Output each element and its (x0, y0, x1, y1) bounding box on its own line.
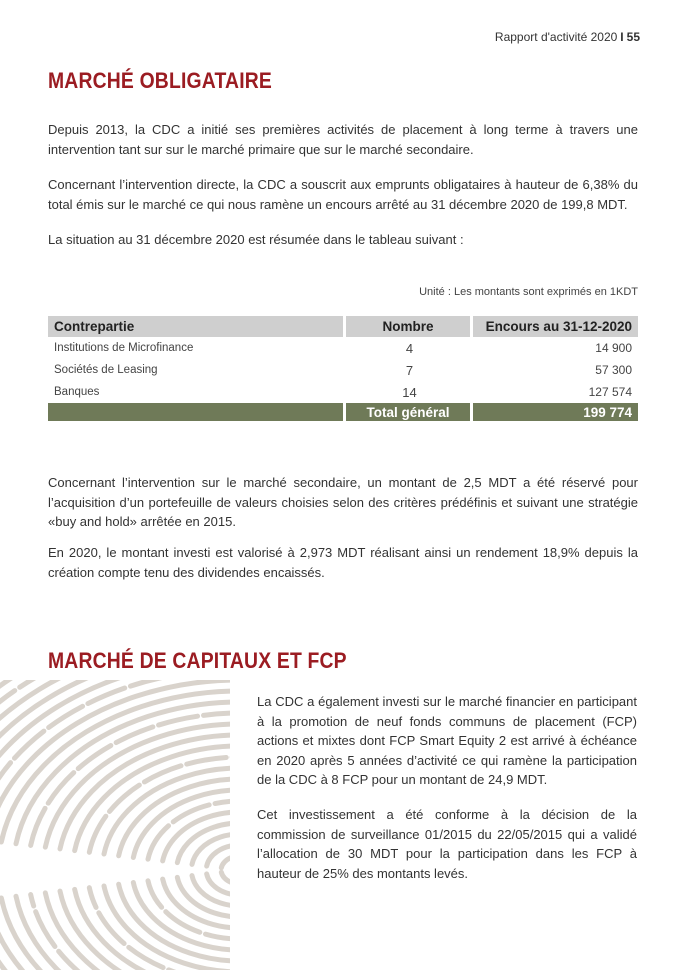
table-row (48, 337, 638, 359)
col-header-count: Nombre (346, 316, 473, 337)
paragraph-direct-intervention: Concernant l’intervention directe, la CDC a souscrit aux emprunts obligataires à hauteur de 6,38% du total émis sur le marché ce qui nous ramène un encours arrêté au 31 décembre 2020 de 199,8 MDT. (48, 177, 638, 212)
cell-counterparty: Banques (54, 386, 100, 398)
fingerprint-ridge (221, 856, 230, 884)
report-title: Rapport d'activité 2020 (494, 30, 618, 44)
section-title-capital-markets: MARCHÉ DE CAPITAUX ET FCP (48, 648, 347, 673)
fingerprint-ridge (192, 834, 230, 906)
fingerprint-decoration (0, 680, 230, 970)
table-total-row (48, 403, 638, 421)
paragraph-valuation: En 2020, le montant investi est valorisé à 2,973 MDT réalisant ainsi un rendement 18,9% depuis la création compte tenu des dividendes encaissés. (48, 545, 638, 580)
paragraph-intro: Depuis 2013, la CDC a initié ses premières activités de placement à long terme à travers une intervention tant sur sur le marché primaire que sur le marché secondaire. (48, 122, 638, 157)
col-header-counterparty: Contrepartie (48, 316, 346, 337)
section-title-bond-market: MARCHÉ OBLIGATAIRE (48, 68, 273, 93)
paragraph-secondary-market: Concernant l’intervention sur le marché secondaire, un montant de 2,5 MDT a été réservé pour l’acquisition d’un portefeuille de valeurs choisies selon des critères prédéfinis et suivant une stratégie «buy and hold» arrêtée en 2015. (48, 475, 638, 529)
table-header-row (48, 316, 638, 337)
paragraph-commission: Cet investissement a été conforme à la décision de la commission de surveillance 01/2015 du 22/05/2015 qui a validé l’allocation de 30 MDT pour la participation dans les FCP à hauteur de 25% des montants levés. (257, 807, 637, 881)
table-row (48, 359, 638, 381)
cell-count: 14 (402, 384, 417, 400)
table-row (48, 381, 638, 403)
running-header (495, 30, 640, 44)
fingerprint-ridge (163, 812, 230, 928)
cell-counterparty: Institutions de Microfinance (54, 342, 194, 354)
cell-outstanding: 57 300 (595, 363, 632, 377)
total-empty-cell (48, 403, 346, 421)
cell-count: 4 (405, 340, 414, 356)
separator: I (620, 30, 624, 44)
unit-note: Unité : Les montants sont exprimés en 1KDT (419, 286, 638, 298)
total-value: 199 774 (473, 403, 638, 421)
page-number: 55 (626, 30, 640, 44)
cell-count: 7 (405, 362, 414, 378)
paragraph-fcp-investment: La CDC a également investi sur le marché financier en participant à la promotion de neuf fonds communs de placement (FCP) actions et mixtes dont FCP Smart Equity 2 est arrivé à échéance en 2020 après 5 années d’activité ce qui ramène la participation de la CDC à 8 FCP pour un montant de 24,9 MDT. (257, 694, 637, 787)
fingerprint-ridge (207, 845, 230, 895)
cell-outstanding: 14 900 (595, 341, 632, 355)
col-header-outstanding: Encours au 31-12-2020 (473, 316, 638, 337)
total-label: Total général (346, 403, 473, 421)
paragraph-table-intro: La situation au 31 décembre 2020 est résumée dans le tableau suivant : (48, 232, 464, 247)
fingerprint-ridge (148, 801, 230, 939)
cell-counterparty: Sociétés de Leasing (54, 364, 158, 376)
cell-outstanding: 127 574 (588, 385, 632, 399)
bond-table (48, 316, 638, 421)
